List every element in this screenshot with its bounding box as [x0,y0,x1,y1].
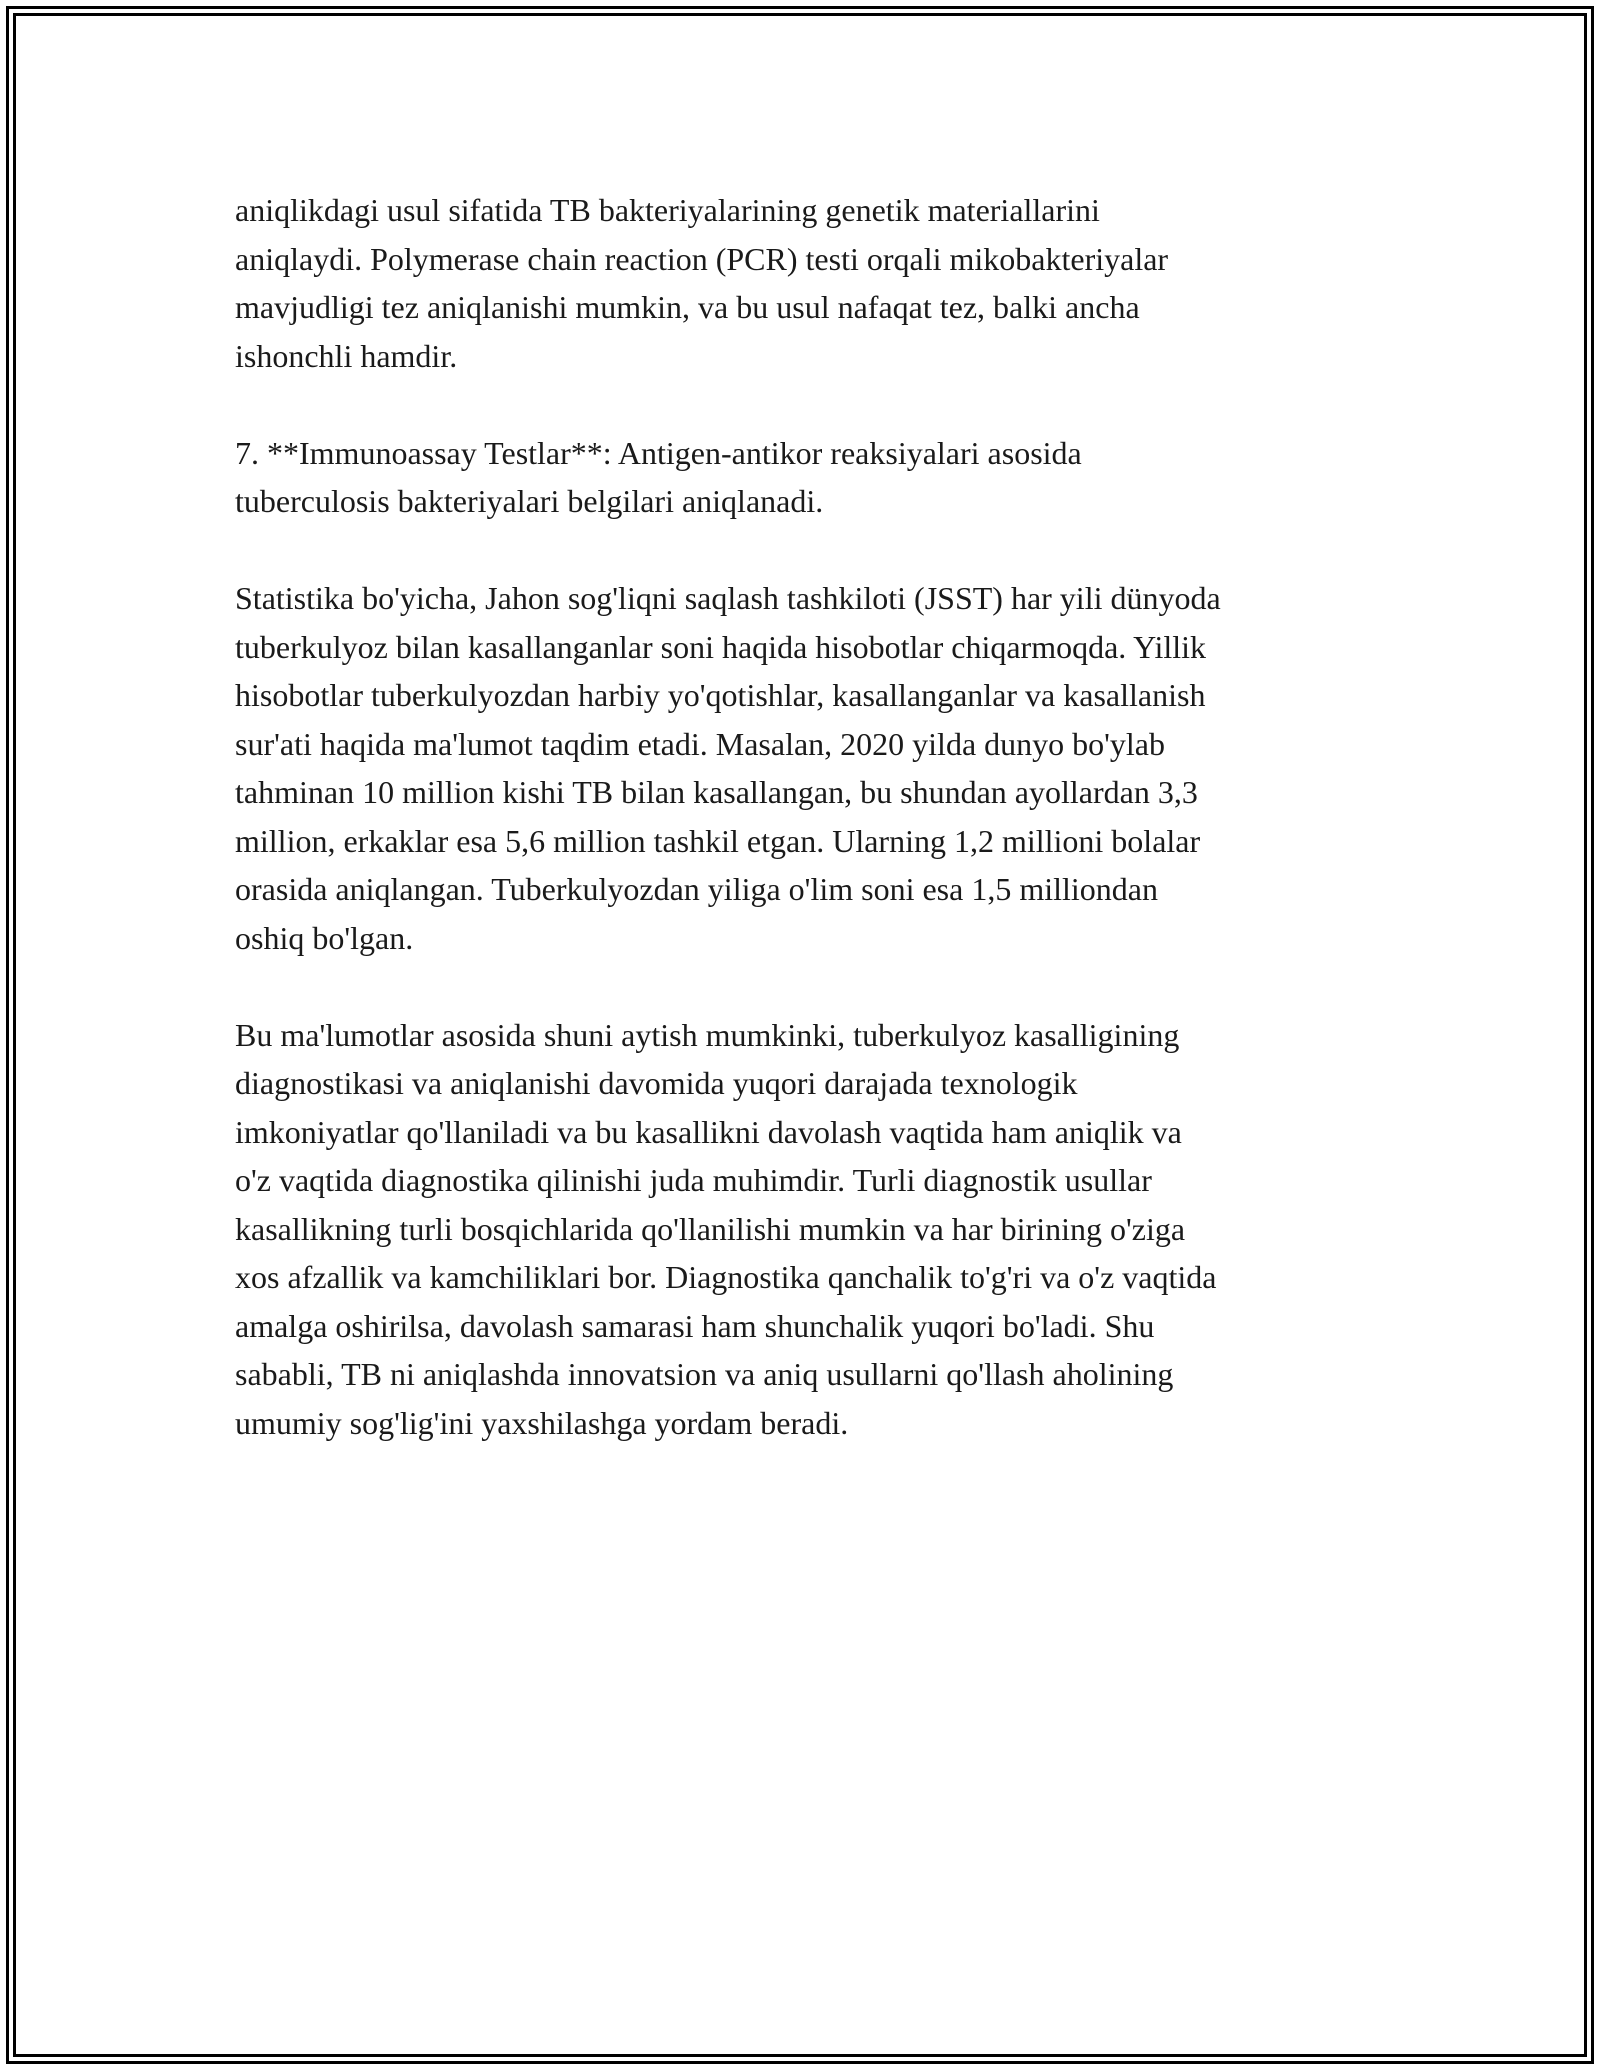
document-body [235,186,1385,1496]
paragraph-statistics: Statistika bo'yicha, Jahon sog'liqni saqlash tashkiloti (JSST) har yili dünyoda tuberkulyoz bilan kasallanganlar soni haqida hisobotlar chiqarmoqda. Yillik hisobotlar tuberkulyozdan harbiy yo'qotishlar, kasallanganlar va kasallanish sur'ati haqida ma'lumot taqdim etadi. Masalan, 2020 yilda dunyo bo'ylab tahminan 10 million kishi TB bilan kasallangan, bu shundan ayollardan 3,3 million, erkaklar esa 5,6 million tashkil etgan. Ularning 1,2 millioni bolalar orasida aniqlangan. Tuberkulyozdan yiliga o'lim soni esa 1,5 milliondan oshiq bo'lgan. [235,580,1221,956]
paragraph-pcr-method: aniqlikdagi usul sifatida TB bakteriyalarining genetik materiallarini aniqlaydi. Polymerase chain reaction (PCR) testi orqali mikobakteriyalar mavjudligi tez aniqlanishi mumkin, va bu usul nafaqat tez, balki ancha ishonchli hamdir. [235,192,1169,374]
paragraph-conclusion: Bu ma'lumotlar asosida shuni aytish mumkinki, tuberkulyoz kasalligining diagnostikasi va aniqlanishi davomida yuqori darajada texnologik imkoniyatlar qo'llaniladi va bu kasallikni davolash vaqtida ham aniqlik va o'z vaqtida diagnostika qilinishi juda muhimdir. Turli diagnostik usullar kasallikning turli bosqichlarida qo'llanilishi mumkin va har birining o'ziga xos afzallik va kamchiliklari bor. Diagnostika qanchalik to'g'ri va o'z vaqtida amalga oshirilsa, davolash samarasi ham shunchalik yuqori bo'ladi. Shu sababli, TB ni aniqlashda innovatsion va aniq usullarni qo'llash aholining umumiy sog'lig'ini yaxshilashga yordam beradi. [235,1016,1217,1441]
paragraph-immunoassay: 7. **Immunoassay Testlar**: Antigen-antikor reaksiyalari asosida tuberculosis bakteriyalari belgilari aniqlanadi. [235,434,1082,519]
